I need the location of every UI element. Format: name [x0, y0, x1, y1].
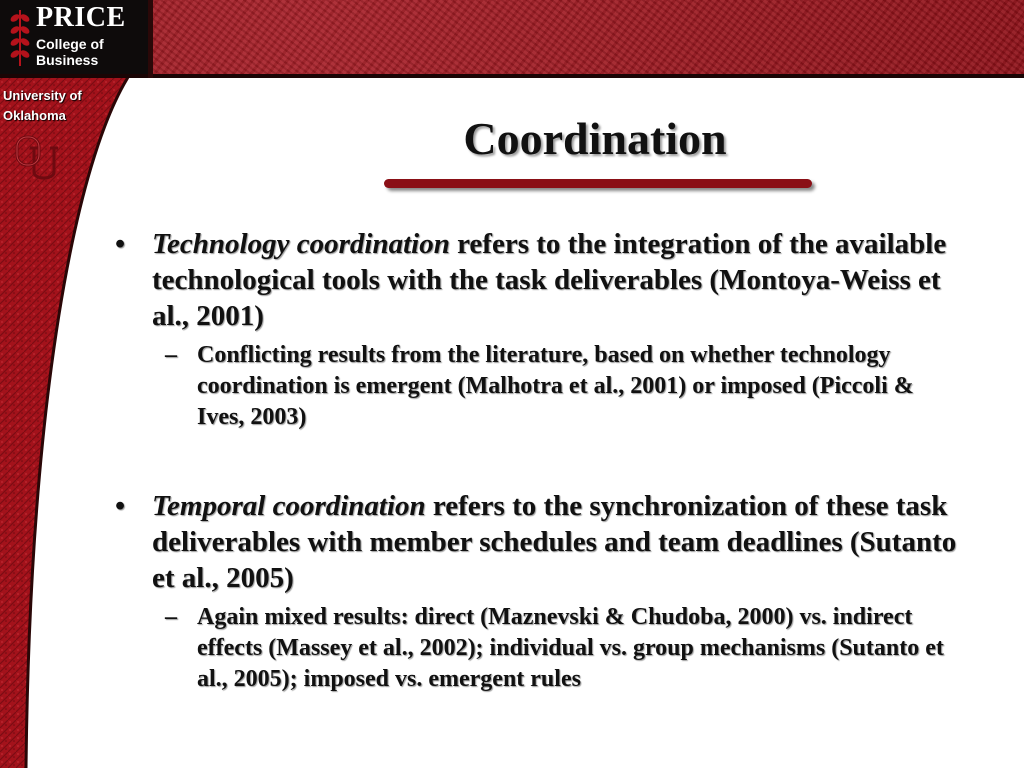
bullet-marker: •: [115, 490, 126, 522]
header-band: [0, 0, 1024, 74]
bullet-term: Technology coordination: [152, 228, 450, 260]
bullet-text: refers to the integration of the available technological tools with the task deliverables (Montoya-Weiss et al., 2001): [152, 228, 947, 332]
bullet-marker: •: [115, 228, 126, 260]
sub-bullet-marker: –: [165, 604, 177, 630]
price-wordmark: PRICE: [36, 2, 126, 33]
brand-box-shadow: [148, 0, 153, 78]
university-label: University of Oklahoma: [3, 88, 82, 123]
bullet-term: Temporal coordination: [152, 490, 426, 522]
title-underline: [384, 179, 812, 188]
bullet-item-technology: [152, 226, 982, 334]
sub-bullet-marker: –: [165, 342, 177, 368]
college-of-business-label: College of Business: [36, 36, 104, 68]
price-college-logo: [0, 0, 148, 74]
sub-bullet-item: Conflicting results from the literature, based on whether technology coordination is emergent (Malhotra et al., 2001) or imposed (Piccoli & Ives, 2003): [197, 342, 914, 430]
bullet-text: refers to the synchronization of these task deliverables with member schedules and team deadlines (Sutanto et al., 2005): [152, 490, 957, 594]
bullet-item-temporal: [152, 488, 982, 596]
header-shadow-line: [0, 74, 1024, 78]
wheat-icon: [6, 6, 34, 68]
sub-bullet-item: Again mixed results: direct (Maznevski & Chudoba, 2000) vs. indirect effects (Massey et al., 2002); individual vs. group mechanisms (Sutanto et al., 2005); imposed vs. emergent rules: [197, 604, 944, 692]
ou-logo-icon: [14, 134, 60, 184]
slide-title: Coordination: [463, 113, 727, 164]
